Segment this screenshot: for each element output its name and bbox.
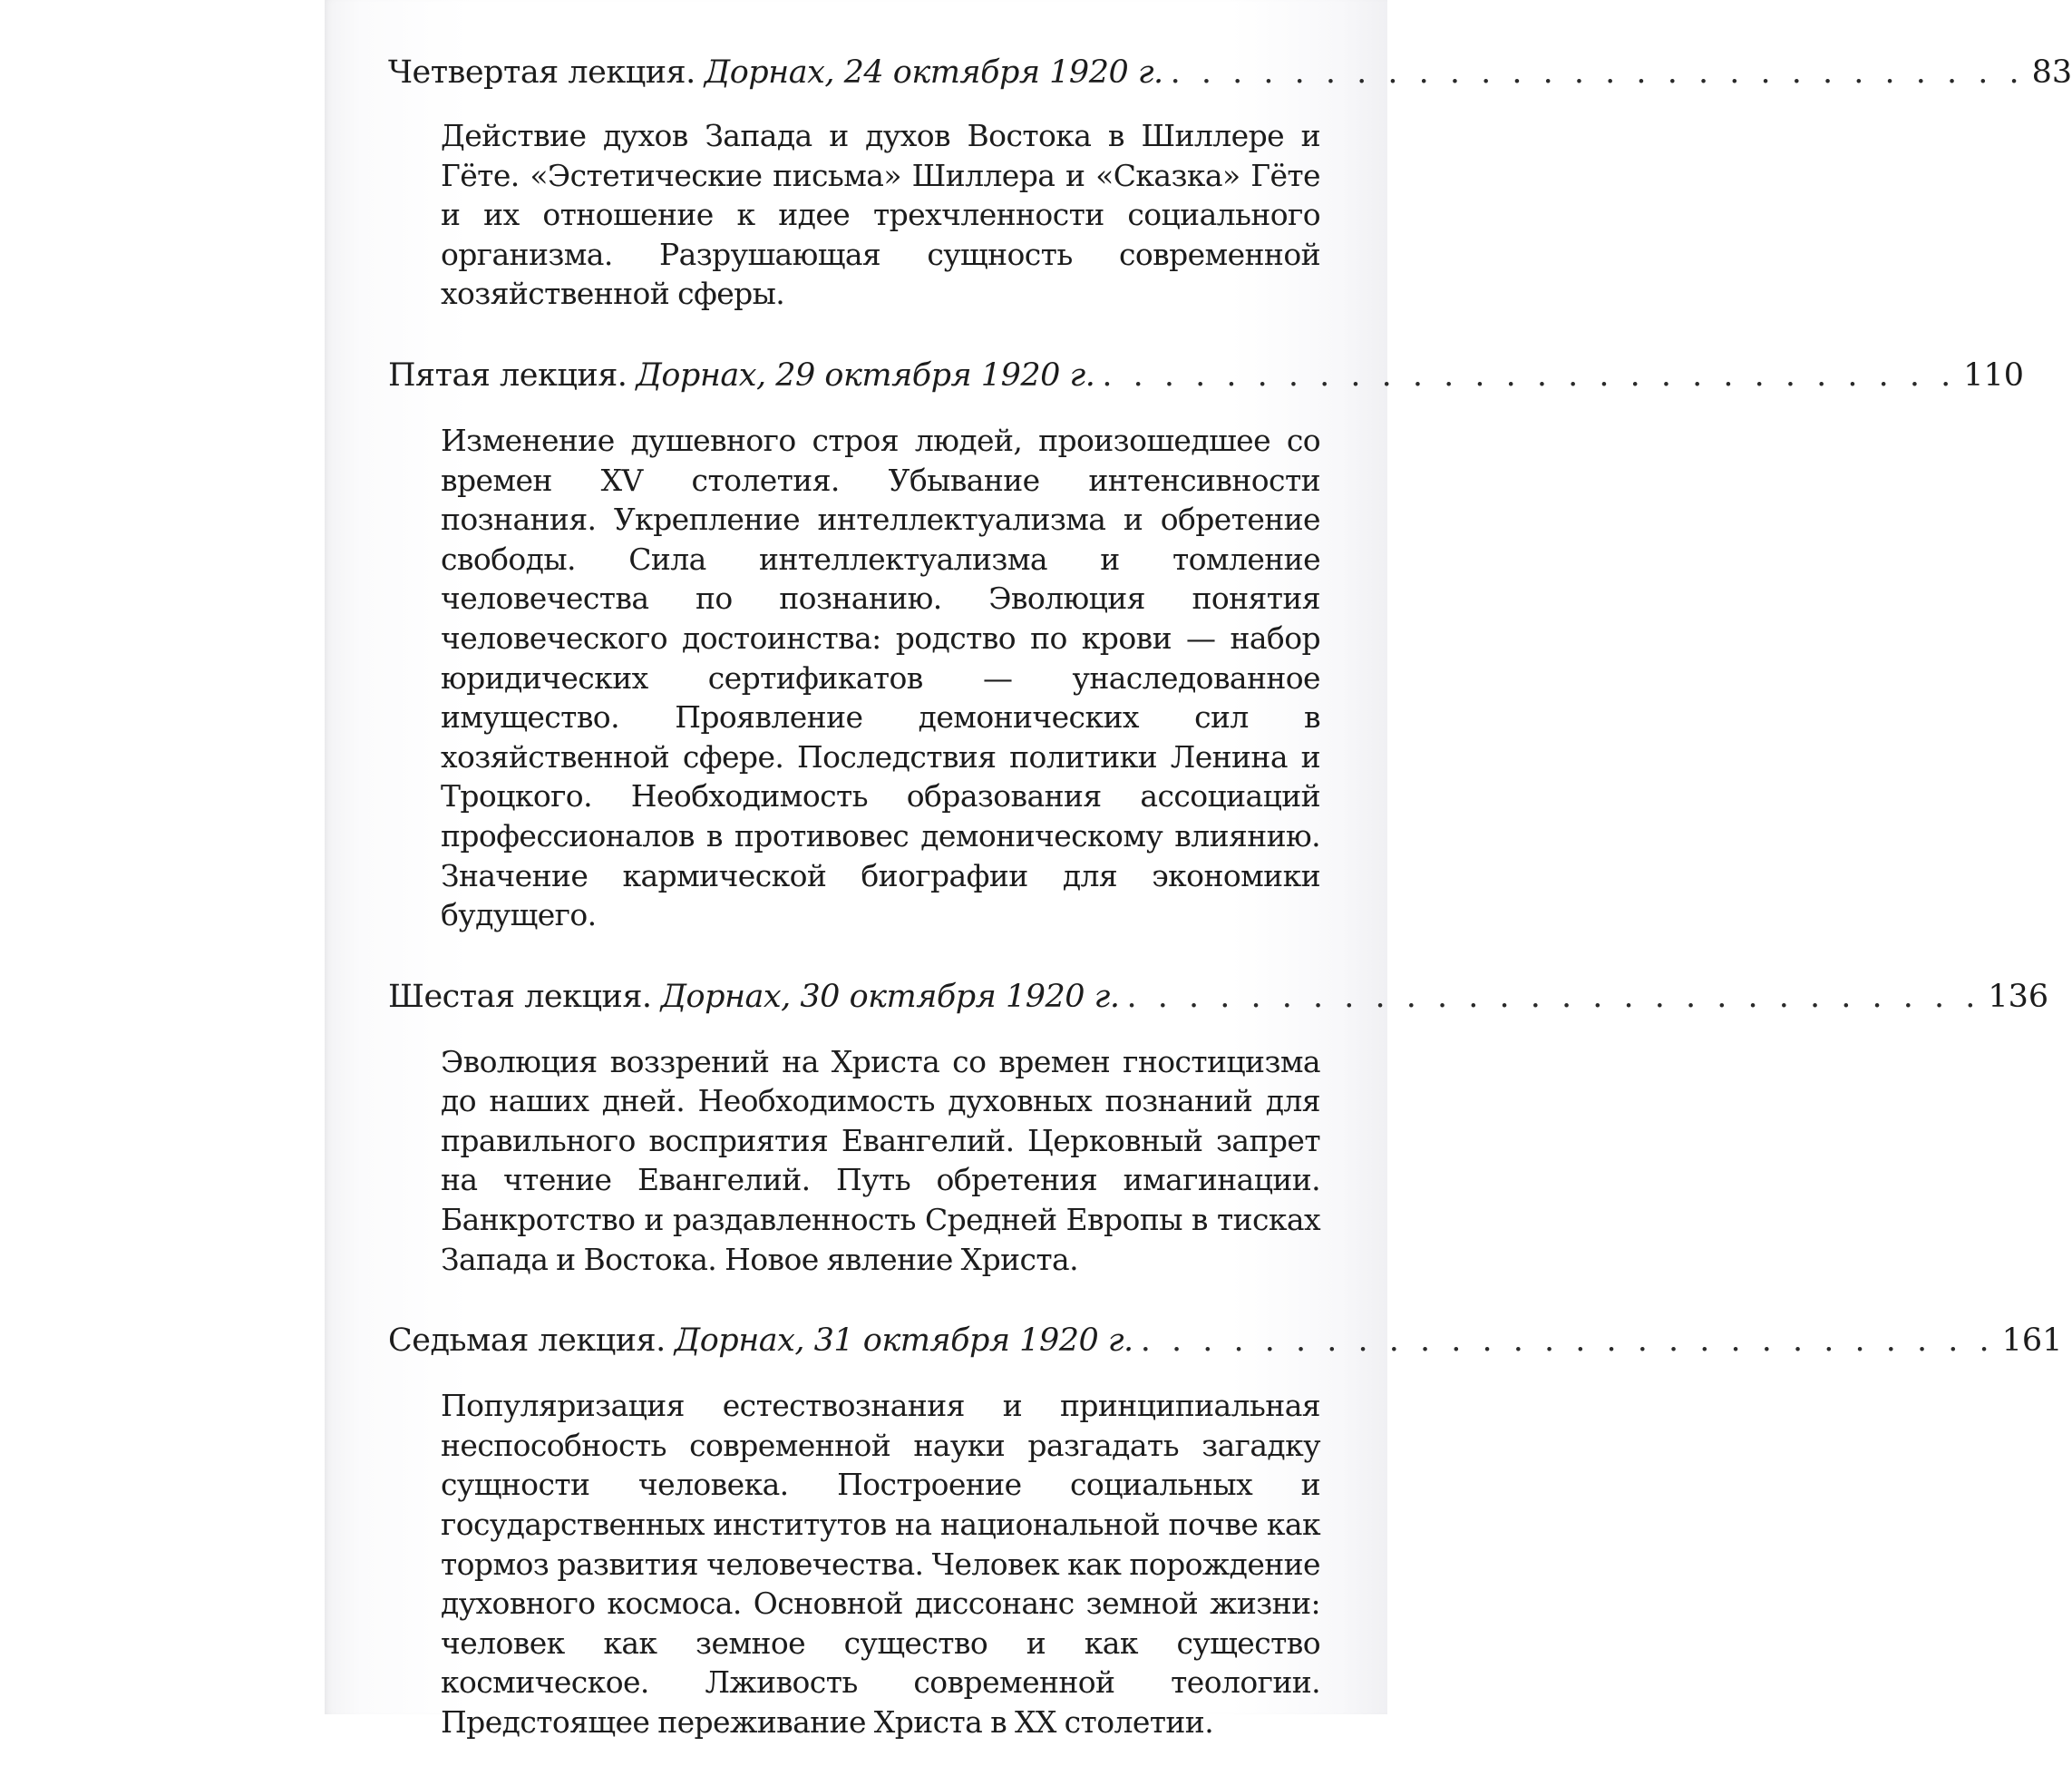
toc-entry-6 [388, 959, 2049, 1280]
lecture-place-date: Дорнах, 24 октября 1920 г. [704, 54, 1163, 91]
lecture-summary: Изменение душевного строя людей, произошедшее со времен XV столетия. Убывание интенсивности познания. Укрепление интеллектуализма и обретение свободы. Сила интеллектуализма и томление человечества по познанию. Эволюция понятия человеческого достоинства: родство по крови — набор юридических сертификатов — унаследованное имущество. Проявление демонических сил в хозяйственной сфере. Последствия политики Ленина и Троцкого. Необходимость образования ассоциаций профессионалов в противовес демоническому влиянию. Значение кармической биографии для экономики будущего. [441, 422, 1320, 933]
toc-entry-5 [388, 337, 2025, 935]
toc-entry-7 [388, 1303, 2063, 1742]
lecture-place-date: Дорнах, 29 октября 1920 г. [636, 356, 1095, 394]
lecture-summary: Популяризация естествознания и принципиальная неспособность современной науки разгадать загадку сущности человека. Построение социальных и государственных институтов на национальной почве как тормоз развития человечества. Человек как порождение духовного космоса. Основной диссонанс земной жизни: человек как земное существо и как существо космическое. Лживость современной теологии. Предстоящее переживание Христа в XX столетии. [441, 1388, 1320, 1740]
toc-entry-4 [388, 36, 2072, 314]
book-page [325, 0, 2072, 1740]
toc-heading [388, 1303, 2063, 1379]
toc-heading [388, 959, 2049, 1035]
lecture-place-date: Дорнах, 30 октября 1920 г. [660, 978, 1120, 1015]
lecture-title: Пятая лекция. [388, 356, 627, 394]
page-number: 83 [2031, 54, 2072, 91]
lecture-summary: Эволюция воззрений на Христа со времен гностицизма до наших дней. Необходимость духовных познаний для правильного восприятия Евангелий. Церковный запрет на чтение Евангелий. Путь обретения имагинации. Банкротство и раздавленность Средней Европы в тисках Запада и Востока. Новое явление Христа. [441, 1043, 1320, 1277]
toc-heading [388, 36, 2072, 109]
lecture-title: Седьмая лекция. [388, 1322, 666, 1360]
dot-leader: . . . . . . . . . . . . . . . . . . . . . . . . . . . . [1102, 356, 1957, 394]
lecture-title: Шестая лекция. [388, 978, 652, 1015]
page-number: 136 [1988, 978, 2049, 1015]
table-of-contents [388, 36, 2072, 1766]
page-number: 161 [2001, 1322, 2063, 1360]
page-number: 110 [1963, 356, 2025, 394]
lecture-place-date: Дорнах, 31 октября 1920 г. [674, 1322, 1133, 1360]
dot-leader: . . . . . . . . . . . . . . . . . . . . . . . . . . . . [1126, 978, 1981, 1015]
lecture-summary: Действие духов Запада и духов Востока в Шиллере и Гёте. «Эстетические письма» Шиллера и «Сказка» Гёте и их отношение к идее трехчленности социального организма. Разрушающая сущность современной хозяйственной сферы. [441, 118, 1320, 312]
toc-heading [388, 337, 2025, 414]
lecture-title: Четвертая лекция. [388, 54, 696, 91]
dot-leader: . . . . . . . . . . . . . . . . . . . . . . . . . . . . [1170, 54, 2025, 91]
dot-leader: . . . . . . . . . . . . . . . . . . . . . . . . . . . . [1140, 1322, 1995, 1360]
